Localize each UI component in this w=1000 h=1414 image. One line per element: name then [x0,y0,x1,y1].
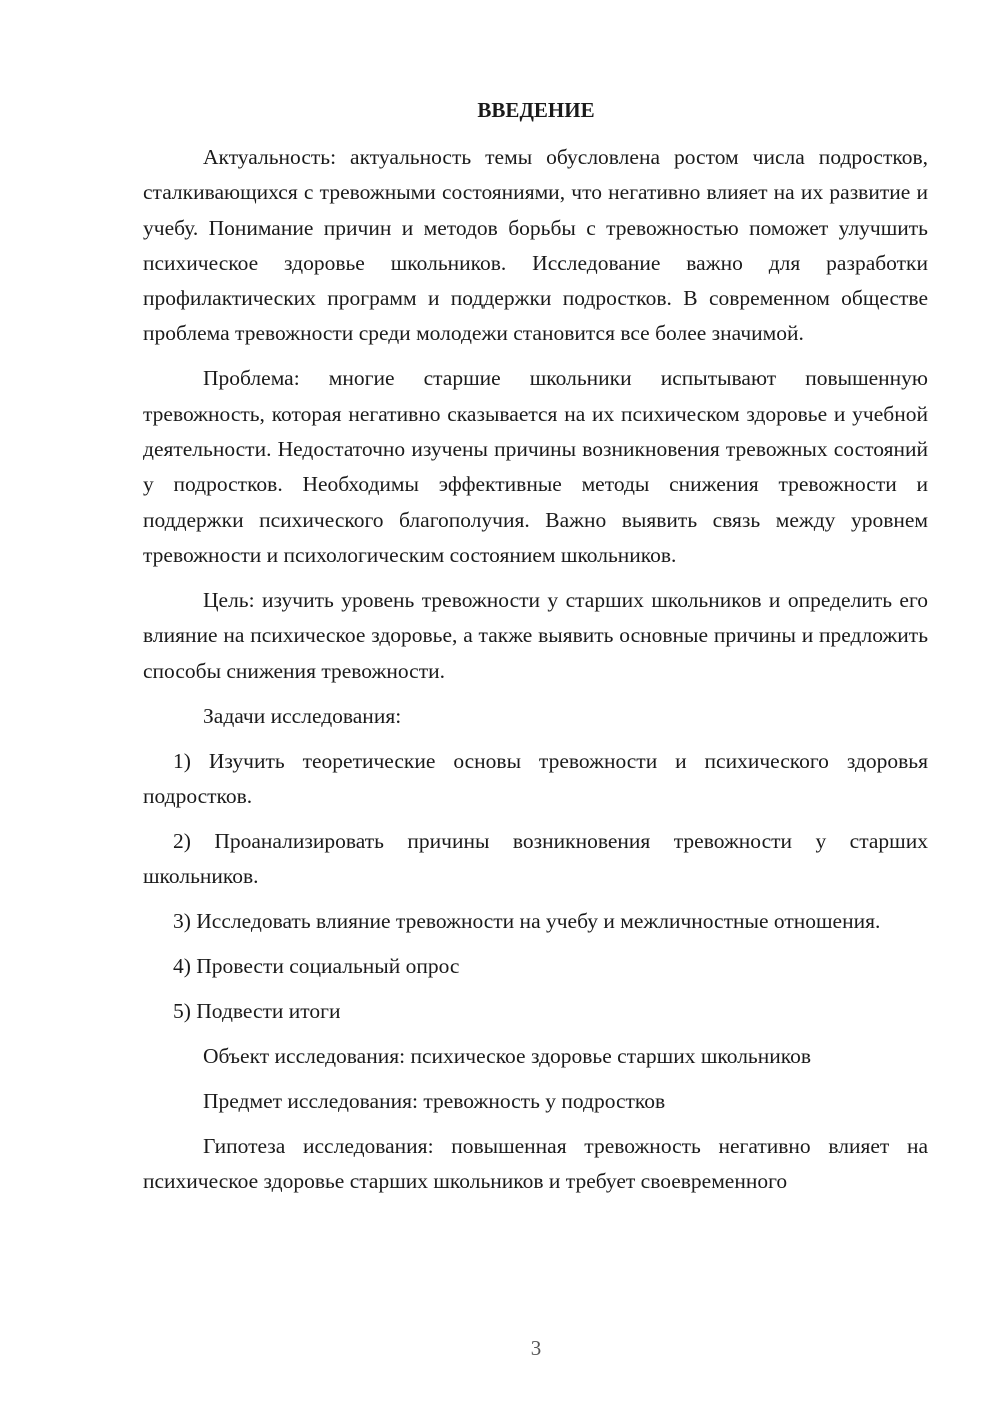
problem-paragraph: Проблема: многие старшие школьники испытывают повышенную тревожность, которая негативно сказывается на их психическом здоровье и учебной деятельности. Недостаточно изучены причины возникновения тревожных состояний у подростков. Необходимы эффективные методы снижения тревожности и поддержки психического благополучия. Важно выявить связь между уровнем тревожности и психологическим состоянием школьников. [143,366,928,567]
task-item-2: 2) Проанализировать причины возникновения тревожности у старших школьников. [143,828,928,889]
section-title: ВВЕДЕНИЕ [477,98,595,122]
subject-paragraph: Предмет исследования: тревожность у подростков [203,1089,666,1113]
hypothesis-paragraph: Гипотеза исследования: повышенная тревожность негативно влияет на психическое здоровье старших школьников и требует своевременного [143,1133,928,1194]
goal-paragraph: Цель: изучить уровень тревожности у старших школьников и определить его влияние на психическое здоровье, а также выявить основные причины и предложить способы снижения тревожности. [143,587,928,683]
tasks-heading: Задачи исследования: [203,703,402,728]
relevance-paragraph: Актуальность: актуальность темы обусловлена ростом числа подростков, сталкивающихся с тревожными состояниями, что негативно влияет на их развитие и учебу. Понимание причин и методов борьбы с тревожностью поможет улучшить психическое здоровье школьников. Исследование важно для разработки профилактических программ и поддержки подростков. В современном обществе проблема тревожности среди молодежи становится все более значимой. [143,145,928,346]
page-number: 3 [530,1336,542,1360]
task-item-3: 3) Исследовать влияние тревожности на учебу и межличностные отношения. [173,909,881,934]
task-item-5: 5) Подвести итоги [173,999,341,1024]
object-paragraph: Объект исследования: психическое здоровье старших школьников [203,1044,812,1069]
task-item-1: 1) Изучить теоретические основы тревожности и психического здоровья подростков. [143,748,928,808]
task-item-4: 4) Провести социальный опрос [173,954,460,979]
document-body [143,140,928,1209]
